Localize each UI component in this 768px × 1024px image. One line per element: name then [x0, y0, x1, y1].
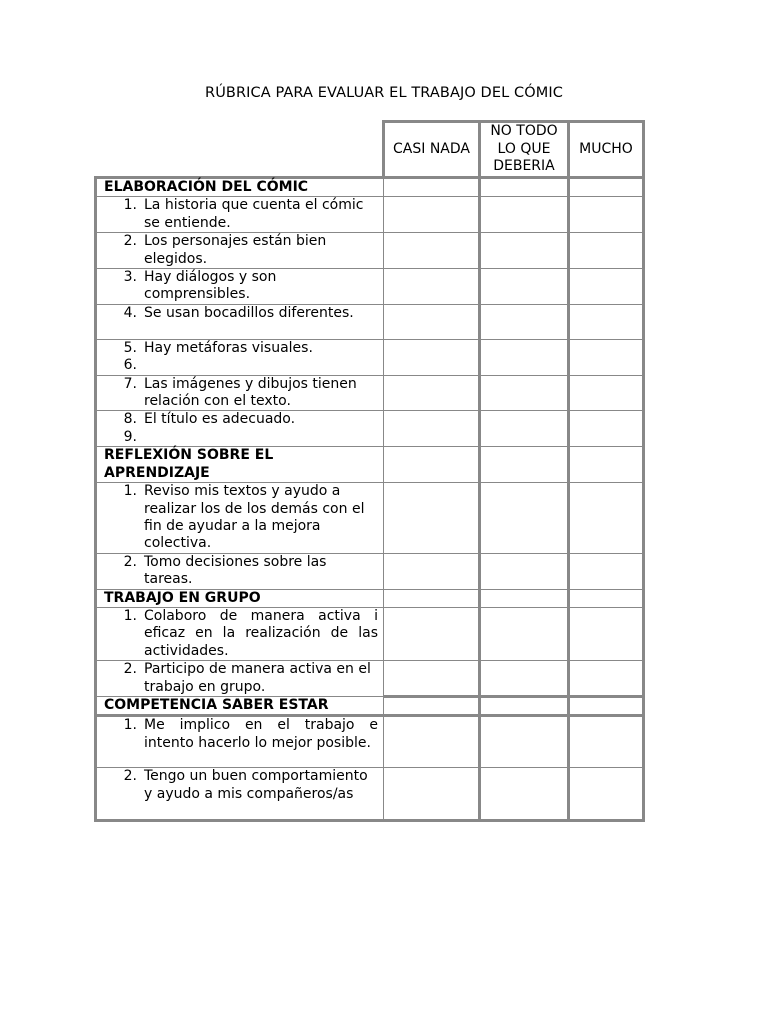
- criterion-row: [96, 411, 644, 447]
- rating-cell[interactable]: [569, 339, 644, 375]
- criterion-number: 3.: [123, 269, 137, 286]
- criterion-text: Colaboro de manera activa i eficaz en la realización de las actividades.: [144, 607, 378, 659]
- criterion-item-empty: [97, 429, 383, 446]
- criterion-cell: [96, 483, 384, 554]
- rating-cell[interactable]: [384, 716, 480, 768]
- criterion-text: Reviso mis textos y ayudo a realizar los de los demás con el fin de ayudar a la mejora colectiva.: [144, 483, 365, 552]
- criterion-row: [96, 197, 644, 233]
- criterion-item: [97, 608, 383, 660]
- criterion-item: [97, 768, 383, 803]
- criterion-text: Participo de manera activa en el trabajo en grupo.: [144, 661, 371, 695]
- rubric-table: [94, 120, 645, 822]
- page-title: RÚBRICA PARA EVALUAR EL TRABAJO DEL CÓMIC: [205, 85, 563, 101]
- section-row: [96, 178, 644, 197]
- criterion-cell: [96, 661, 384, 697]
- rating-cell[interactable]: [569, 269, 644, 305]
- criterion-text: Hay diálogos y son comprensibles.: [144, 269, 277, 303]
- rating-cell[interactable]: [480, 607, 569, 660]
- criterion-number: 5.: [123, 339, 137, 356]
- criterion-item: [97, 483, 383, 553]
- section-heading: ELABORACIÓN DEL CÓMIC: [96, 178, 384, 197]
- criterion-row: [96, 483, 644, 554]
- rating-cell[interactable]: [384, 483, 480, 554]
- criterion-row: [96, 269, 644, 305]
- rating-cell[interactable]: [480, 304, 569, 339]
- rating-cell[interactable]: [569, 696, 644, 715]
- column-header-casi-nada: CASI NADA: [384, 122, 480, 178]
- rating-cell[interactable]: [480, 661, 569, 697]
- rating-cell[interactable]: [569, 178, 644, 197]
- section-row: [96, 589, 644, 607]
- criterion-item: [97, 340, 383, 357]
- rating-cell[interactable]: [480, 716, 569, 768]
- criterion-text: Se usan bocadillos diferentes.: [144, 304, 354, 321]
- rating-cell[interactable]: [480, 233, 569, 269]
- rating-cell[interactable]: [569, 589, 644, 607]
- rating-cell[interactable]: [569, 197, 644, 233]
- rating-cell[interactable]: [569, 768, 644, 821]
- rating-cell[interactable]: [384, 661, 480, 697]
- criterion-item: [97, 269, 383, 304]
- rating-cell[interactable]: [569, 375, 644, 411]
- rating-cell[interactable]: [480, 483, 569, 554]
- rating-cell[interactable]: [480, 197, 569, 233]
- criterion-row: [96, 553, 644, 589]
- rating-cell[interactable]: [384, 375, 480, 411]
- rating-cell[interactable]: [384, 589, 480, 607]
- criterion-row: [96, 768, 644, 821]
- rating-cell[interactable]: [384, 447, 480, 483]
- criterion-row: [96, 304, 644, 339]
- rating-cell[interactable]: [384, 197, 480, 233]
- header-blank-cell: [96, 122, 384, 178]
- rating-cell[interactable]: [569, 483, 644, 554]
- criterion-number: 9.: [123, 428, 137, 445]
- criterion-text: La historia que cuenta el cómic se entiende.: [144, 197, 364, 231]
- rating-cell[interactable]: [480, 375, 569, 411]
- section-heading: TRABAJO EN GRUPO: [96, 589, 384, 607]
- criterion-number: 1.: [123, 197, 137, 214]
- criterion-cell: [96, 197, 384, 233]
- criterion-row: [96, 339, 644, 375]
- criterion-text: Tengo un buen comportamiento y ayudo a mis compañeros/as: [144, 768, 368, 802]
- criterion-row: [96, 661, 644, 697]
- criterion-cell: [96, 768, 384, 821]
- rating-cell[interactable]: [384, 304, 480, 339]
- section-row: [96, 696, 644, 715]
- criterion-item: [97, 305, 383, 322]
- rating-cell[interactable]: [480, 178, 569, 197]
- criterion-number: 8.: [123, 411, 137, 428]
- section-heading: REFLEXIÓN SOBRE EL APRENDIZAJE: [96, 447, 384, 483]
- rating-cell[interactable]: [384, 607, 480, 660]
- criterion-number: 2.: [123, 768, 137, 785]
- rating-cell[interactable]: [384, 339, 480, 375]
- criterion-text: Tomo decisiones sobre las tareas.: [144, 553, 327, 588]
- criterion-item-empty: [97, 357, 383, 374]
- criterion-item: [97, 376, 383, 411]
- column-header-no-todo: NO TODO LO QUE DEBERIA: [480, 122, 569, 178]
- criterion-number: 1.: [123, 483, 137, 500]
- rating-cell[interactable]: [384, 269, 480, 305]
- section-row: [96, 447, 644, 483]
- rating-cell[interactable]: [480, 411, 569, 447]
- criterion-row: [96, 716, 644, 768]
- criterion-row: [96, 375, 644, 411]
- criterion-row: [96, 607, 644, 660]
- header-row: [96, 122, 644, 178]
- criterion-text: Los personajes están bien elegidos.: [144, 233, 327, 267]
- criterion-number: 1.: [123, 717, 137, 734]
- rating-cell[interactable]: [480, 447, 569, 483]
- criterion-cell: [96, 716, 384, 768]
- criterion-cell: [96, 411, 384, 447]
- rating-cell[interactable]: [480, 553, 569, 589]
- rating-cell[interactable]: [384, 768, 480, 821]
- criterion-cell: [96, 304, 384, 339]
- criterion-number: 7.: [123, 375, 137, 392]
- rating-cell[interactable]: [480, 768, 569, 821]
- rating-cell[interactable]: [569, 553, 644, 589]
- rating-cell[interactable]: [480, 589, 569, 607]
- rating-cell[interactable]: [384, 696, 480, 715]
- criterion-item: [97, 197, 383, 232]
- rating-cell[interactable]: [569, 447, 644, 483]
- rating-cell[interactable]: [480, 269, 569, 305]
- criterion-cell: [96, 375, 384, 411]
- criterion-number: 4.: [123, 304, 137, 321]
- criterion-number: 2.: [123, 233, 137, 250]
- criterion-cell: [96, 269, 384, 305]
- criterion-text: Me implico en el trabajo e intento hacerlo lo mejor posible.: [144, 717, 378, 751]
- criterion-row: [96, 233, 644, 269]
- rating-cell[interactable]: [569, 411, 644, 447]
- criterion-number: 2.: [123, 661, 137, 678]
- criterion-text: Hay metáforas visuales.: [144, 339, 313, 356]
- criterion-item: [97, 233, 383, 268]
- rating-cell[interactable]: [480, 339, 569, 375]
- criterion-number: 2.: [123, 553, 137, 570]
- rating-cell[interactable]: [569, 607, 644, 660]
- rating-cell[interactable]: [569, 716, 644, 768]
- criterion-item: [97, 717, 383, 752]
- criterion-text: Las imágenes y dibujos tienen relación con el texto.: [144, 375, 357, 410]
- rating-cell[interactable]: [569, 233, 644, 269]
- criterion-cell: [96, 607, 384, 660]
- rating-cell[interactable]: [569, 304, 644, 339]
- criterion-item: [97, 411, 383, 428]
- criterion-number: 6.: [123, 357, 137, 374]
- column-header-mucho: MUCHO: [569, 122, 644, 178]
- rating-cell[interactable]: [480, 696, 569, 715]
- criterion-cell: [96, 339, 384, 375]
- criterion-text: El título es adecuado.: [144, 411, 296, 428]
- criterion-cell: [96, 553, 384, 589]
- section-heading: COMPETENCIA SABER ESTAR: [96, 696, 384, 715]
- criterion-number: 1.: [123, 607, 137, 624]
- rating-cell[interactable]: [384, 233, 480, 269]
- rating-cell[interactable]: [384, 178, 480, 197]
- rating-cell[interactable]: [384, 411, 480, 447]
- rating-cell[interactable]: [384, 553, 480, 589]
- criterion-item: [97, 554, 383, 589]
- rating-cell[interactable]: [569, 661, 644, 697]
- criterion-item: [97, 661, 383, 696]
- criterion-cell: [96, 233, 384, 269]
